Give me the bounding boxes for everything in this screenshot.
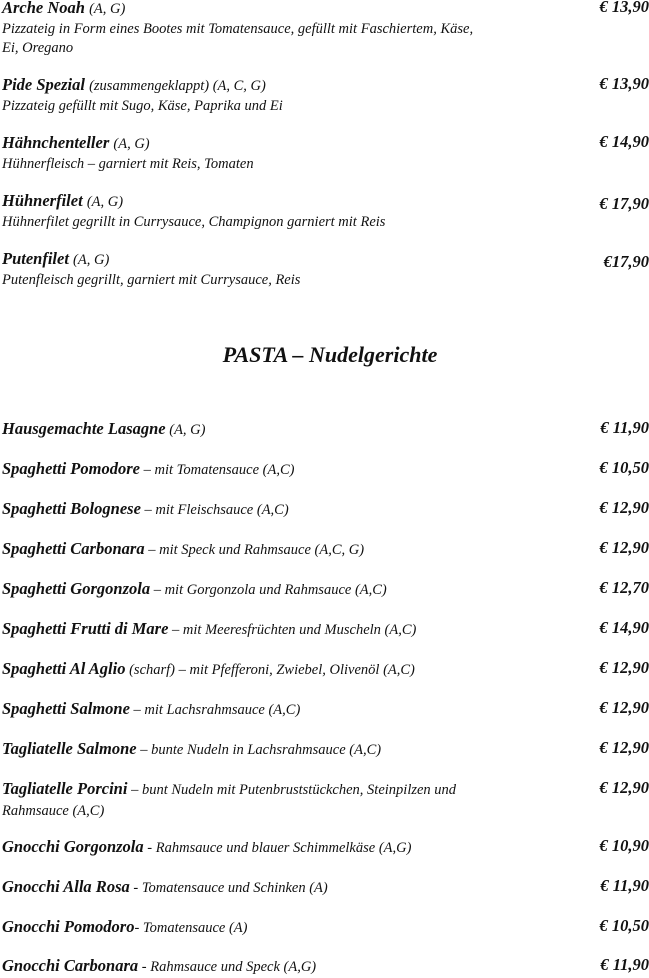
menu-item-title (2, 0, 562, 20)
dish-description: – mit Lachsrahmsauce (A,C) (130, 702, 300, 718)
dish-price: € 13,90 (600, 74, 649, 94)
menu-item-gnocchi-carbonara (2, 955, 649, 978)
dish-price: € 13,90 (600, 0, 649, 17)
dish-description: – mit Meeresfrüchten und Muscheln (A,C) (168, 622, 416, 638)
dish-name: Gnocchi Pomodoro (2, 917, 134, 936)
menu-item-title (2, 190, 562, 213)
dish-description: Hühnerfilet gegrillt in Currysauce, Champignon garniert mit Reis (2, 213, 562, 232)
dish-name: Tagliatelle Porcini (2, 779, 127, 798)
dish-name: Pide Spezial (2, 75, 85, 94)
dish-price: € 10,50 (600, 916, 649, 936)
dish-price: € 10,50 (600, 458, 649, 478)
menu-item-spaghetti-bolognese (2, 498, 649, 521)
dish-description: Pizzateig in Form eines Bootes mit Tomatensauce, gefüllt mit Faschiertem, Käse, (2, 20, 562, 39)
menu-item-spaghetti-pomodore (2, 458, 649, 481)
menu-item-lasagne (2, 418, 649, 441)
menu-item-spaghetti-al-aglio (2, 658, 649, 681)
dish-price: € 12,70 (600, 578, 649, 598)
dish-price: € 10,90 (600, 836, 649, 856)
dish-description: Pizzateig gefüllt mit Sugo, Käse, Paprika und Ei (2, 97, 562, 116)
dish-allergens: (A, G) (89, 1, 125, 17)
menu-item-huehnerfilet (2, 190, 649, 232)
menu-item-title (2, 458, 562, 481)
dish-name: Gnocchi Alla Rosa (2, 877, 130, 896)
menu-item-title (2, 778, 562, 801)
dish-price: € 12,90 (600, 698, 649, 718)
dish-price: € 14,90 (600, 132, 649, 152)
menu-item-title (2, 132, 562, 155)
menu-item-title (2, 418, 562, 441)
menu-item-title (2, 658, 562, 681)
dish-description: - Rahmsauce und blauer Schimmelkäse (A,G) (144, 840, 412, 856)
dish-name: Spaghetti Salmone (2, 699, 130, 718)
dish-description: Ei, Oregano (2, 39, 562, 58)
menu-item-spaghetti-gorgonzola (2, 578, 649, 601)
dish-name: Arche Noah (2, 0, 85, 17)
dish-description: – mit Fleischsauce (A,C) (141, 502, 289, 518)
dish-description: – mit Speck und Rahmsauce (A,C, G) (145, 542, 364, 558)
menu-item-title (2, 248, 562, 271)
menu-item-arche-noah (2, 0, 649, 58)
dish-name: Gnocchi Carbonara (2, 956, 138, 975)
dish-description: - Tomatensauce und Schinken (A) (130, 880, 328, 896)
dish-price: € 12,90 (600, 658, 649, 678)
section-heading: PASTA – Nudelgerichte (0, 342, 649, 368)
dish-description: - Tomatensauce (A) (134, 920, 247, 936)
dish-description: – bunt Nudeln mit Putenbruststückchen, Steinpilzen und (127, 782, 456, 798)
menu-item-title (2, 916, 562, 939)
dish-price: € 11,90 (600, 955, 649, 975)
menu-item-title (2, 738, 562, 761)
dish-name: Spaghetti Carbonara (2, 539, 145, 558)
menu-item-title (2, 74, 562, 97)
dish-name: Spaghetti Frutti di Mare (2, 619, 168, 638)
dish-price: € 14,90 (600, 618, 649, 638)
dish-price: € 12,90 (600, 538, 649, 558)
dish-price: € 17,90 (600, 194, 649, 214)
menu-item-title (2, 836, 562, 859)
menu-item-title (2, 955, 562, 978)
menu-item-gnocchi-pomodoro (2, 916, 649, 939)
dish-price: € 12,90 (600, 738, 649, 758)
dish-description-continued: Rahmsauce (A,C) (2, 801, 649, 821)
dish-description: Hühnerfleisch – garniert mit Reis, Tomaten (2, 155, 562, 174)
dish-name: Hühnerfilet (2, 191, 83, 210)
menu-item-gnocchi-alla-rosa (2, 876, 649, 899)
menu-item-tagliatelle-porcini (2, 778, 649, 821)
dish-name: Gnocchi Gorgonzola (2, 837, 144, 856)
dish-name: Hähnchenteller (2, 133, 109, 152)
menu-item-title (2, 578, 562, 601)
dish-name: Spaghetti Pomodore (2, 459, 140, 478)
menu-item-title (2, 538, 562, 561)
dish-price: € 11,90 (600, 418, 649, 438)
dish-description: (scharf) – mit Pfefferoni, Zwiebel, Olivenöl (A,C) (125, 662, 414, 678)
menu-item-title (2, 876, 562, 899)
dish-description: - Rahmsauce und Speck (A,G) (138, 959, 316, 975)
dish-name: Spaghetti Bolognese (2, 499, 141, 518)
dish-allergens: (A, G) (73, 252, 109, 268)
dish-description: – mit Gorgonzola und Rahmsauce (A,C) (150, 582, 387, 598)
menu-item-putenfilet (2, 248, 649, 290)
dish-name: Spaghetti Gorgonzola (2, 579, 150, 598)
menu-item-haehnchenteller (2, 132, 649, 174)
dish-price: € 11,90 (600, 876, 649, 896)
dish-name: Tagliatelle Salmone (2, 739, 137, 758)
menu-item-title (2, 698, 562, 721)
menu-item-spaghetti-frutti-di-mare (2, 618, 649, 641)
dish-description: – mit Tomatensauce (A,C) (140, 462, 295, 478)
menu-item-pide-spezial (2, 74, 649, 116)
dish-description: – bunte Nudeln in Lachsrahmsauce (A,C) (137, 742, 381, 758)
dish-name: Putenfilet (2, 249, 69, 268)
dish-price: € 12,90 (600, 778, 649, 798)
dish-price: €17,90 (604, 252, 649, 272)
menu-item-title (2, 498, 562, 521)
dish-description: Putenfleisch gegrillt, garniert mit Currysauce, Reis (2, 271, 562, 290)
dish-description: (A, G) (166, 422, 206, 438)
dish-name: Hausgemachte Lasagne (2, 419, 166, 438)
menu-item-gnocchi-gorgonzola (2, 836, 649, 859)
dish-allergens: (A, G) (113, 136, 149, 152)
menu-item-tagliatelle-salmone (2, 738, 649, 761)
menu-item-title (2, 618, 562, 641)
menu-item-spaghetti-carbonara (2, 538, 649, 561)
dish-name: Spaghetti Al Aglio (2, 659, 125, 678)
dish-allergens: (A, G) (87, 194, 123, 210)
menu-item-spaghetti-salmone (2, 698, 649, 721)
dish-price: € 12,90 (600, 498, 649, 518)
dish-allergens: (zusammengeklappt) (A, C, G) (89, 78, 266, 94)
